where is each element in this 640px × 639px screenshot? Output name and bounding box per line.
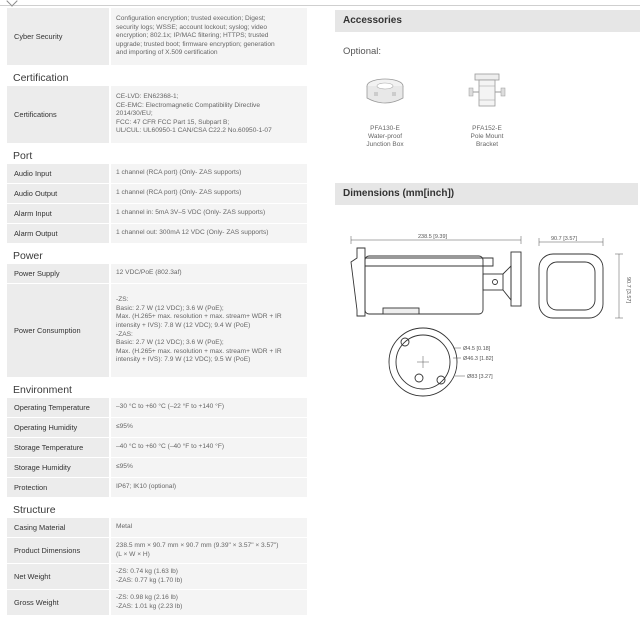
section-title: Power <box>13 250 43 262</box>
spec-label: Power Supply <box>7 264 111 283</box>
spec-value <box>111 590 307 615</box>
spec-value-line: 238.5 mm × 90.7 mm × 90.7 mm (9.39" × 3.57" × 3.57") <box>116 541 279 549</box>
caret-icon <box>6 0 17 7</box>
spec-value-line: 1 channel out: 300mA 12 VDC (Only- ZAS supports) <box>116 229 269 237</box>
spec-value-line: -ZAS: 0.77 kg (1.70 lb) <box>116 576 183 584</box>
spec-row <box>7 224 307 244</box>
spec-label: Alarm Output <box>7 224 111 243</box>
accessory-model: PFA130-E <box>370 125 400 132</box>
spec-value-line: CE-LVD: EN62368-1; <box>116 93 179 101</box>
spec-row <box>7 538 307 564</box>
spec-value-line: Basic: 2.7 W (12 VDC); 3.6 W (PoE); <box>116 339 224 347</box>
spec-value <box>111 538 307 563</box>
spec-row <box>7 458 307 478</box>
spec-label: Net Weight <box>7 564 111 589</box>
accessory-desc: Pole Mount <box>470 133 504 140</box>
spec-row <box>7 564 307 590</box>
spec-row <box>7 284 307 378</box>
dim-height-label: 90.7 [3.57] <box>625 277 631 303</box>
spec-value-line: encryption; 802.1x; IP/MAC filtering; HTTPS; trusted <box>116 32 269 40</box>
spec-value-line: -ZS: 0.74 kg (1.63 lb) <box>116 567 178 575</box>
spec-label: Cyber Security <box>7 8 111 65</box>
spec-value-line: –30 °C to +60 °C (–22 °F to +140 °F) <box>116 403 225 411</box>
spec-value-line: -ZAS: 1.01 kg (2.23 lb) <box>116 602 183 610</box>
spec-value-line: 2014/30/EU; <box>116 110 153 118</box>
section-title: Structure <box>13 504 56 516</box>
accessory-desc: Junction Box <box>366 141 404 148</box>
spec-value <box>111 224 307 243</box>
spec-row <box>7 438 307 458</box>
spec-row <box>7 164 307 184</box>
spec-value <box>111 204 307 223</box>
dim-width-label: 90.7 [3.57] <box>551 236 577 242</box>
spec-value-line: 1 channel in: 5mA 3V–5 VDC (Only- ZAS supports) <box>116 209 266 217</box>
spec-value <box>111 8 307 65</box>
spec-label: Certifications <box>7 86 111 143</box>
spec-value-line: 1 channel (RCA port) (Only- ZAS supports) <box>116 189 242 197</box>
spec-value-line: -ZS: <box>116 296 129 304</box>
spec-value <box>111 86 307 143</box>
spec-label: Storage Humidity <box>7 458 111 477</box>
spec-value-line: 12 VDC/PoE (802.3af) <box>116 269 182 277</box>
spec-row <box>7 264 307 284</box>
spec-value-line: and importing of X.509 certification <box>116 49 218 57</box>
spec-value <box>111 438 307 457</box>
spec-value-line: Configuration encryption; trusted execution; Digest; <box>116 15 266 23</box>
spec-label: Protection <box>7 478 111 497</box>
spec-label: Power Consumption <box>7 284 111 377</box>
dim-hole-label: Ø83 [3.27] <box>467 374 493 380</box>
spec-label: Alarm Input <box>7 204 111 223</box>
spec-value <box>111 398 307 417</box>
accessory-desc: Bracket <box>475 141 499 148</box>
spec-value <box>111 164 307 183</box>
spec-row <box>7 8 307 66</box>
accessories-header: Accessories <box>335 10 640 32</box>
spec-value-line: ≤95% <box>116 463 133 471</box>
section-title: Certification <box>13 72 69 84</box>
spec-label: Operating Temperature <box>7 398 111 417</box>
dim-hole-label: Ø4.5 [0.18] <box>463 346 491 352</box>
junction-box-icon <box>360 72 410 112</box>
spec-row <box>7 204 307 224</box>
spec-value <box>111 458 307 477</box>
spec-row <box>7 184 307 204</box>
spec-label: Casing Material <box>7 518 111 537</box>
spec-value-line: 1 channel (RCA port) (Only- ZAS supports) <box>116 169 242 177</box>
pole-mount-icon <box>467 72 507 112</box>
spec-label: Audio Output <box>7 184 111 203</box>
spec-value <box>111 518 307 537</box>
spec-label: Gross Weight <box>7 590 111 615</box>
right-column <box>335 10 640 380</box>
accessory-model: PFA152-E <box>472 125 502 132</box>
spec-value-line: upgrade; trusted boot; firmware encryption; generation <box>116 40 275 48</box>
spec-value-line: CE-EMC: Electromagnetic Compatibility Directive <box>116 101 261 109</box>
spec-value-line: (L × W × H) <box>116 550 150 558</box>
spec-value-line: Max. (H.265+ max. resolution + max. stream+ WDR + IR <box>116 347 282 355</box>
optional-label: Optional: <box>343 46 382 57</box>
spec-value-line: Basic: 2.7 W (12 VDC); 3.6 W (PoE); <box>116 304 224 312</box>
spec-value-line: Max. (H.265+ max. resolution + max. stream+ WDR + IR <box>116 313 282 321</box>
spec-row <box>7 86 307 144</box>
accessory-pole-mount <box>461 72 513 149</box>
spec-value-line: security logs; WSSE; account lockout; syslog; video <box>116 23 267 31</box>
spec-value-line: ≤95% <box>116 423 133 431</box>
spec-value <box>111 478 307 497</box>
dim-hole-label: Ø46.3 [1.82] <box>463 356 494 362</box>
spec-value <box>111 184 307 203</box>
section-title: Environment <box>13 384 72 396</box>
spec-value <box>111 284 307 377</box>
dimension-drawing <box>343 230 638 405</box>
spec-label: Audio Input <box>7 164 111 183</box>
dim-length-label: 238.5 [9.39] <box>418 234 448 240</box>
spec-label: Operating Humidity <box>7 418 111 437</box>
spec-value-line: IP67; IK10 (optional) <box>116 483 177 491</box>
spec-value-line: intensity + IVS): 7.9 W (12 VDC); 9.5 W (PoE) <box>116 356 251 364</box>
dimensions-header: Dimensions (mm[inch]) <box>335 183 638 205</box>
spec-row <box>7 418 307 438</box>
spec-value-line: -ZAS: <box>116 330 133 338</box>
spec-value-line: –40 °C to +60 °C (–40 °F to +140 °F) <box>116 443 225 451</box>
accessory-desc: Water-proof <box>367 133 403 140</box>
spec-value-line: Metal <box>116 523 133 531</box>
top-rule <box>0 0 640 6</box>
spec-row <box>7 518 307 538</box>
spec-label: Product Dimensions <box>7 538 111 563</box>
spec-value <box>111 418 307 437</box>
spec-value-line: UL/CUL: UL60950-1 CAN/CSA C22.2 No.60950-1-07 <box>116 127 272 135</box>
spec-label: Storage Temperature <box>7 438 111 457</box>
spec-value-line: -ZS: 0.98 kg (2.16 lb) <box>116 593 178 601</box>
section-title: Port <box>13 150 33 162</box>
spec-value-line: FCC: 47 CFR FCC Part 15, Subpart B; <box>116 118 230 126</box>
spec-value <box>111 264 307 283</box>
spec-value-line: intensity + IVS): 7.8 W (12 VDC); 9.4 W (PoE) <box>116 321 251 329</box>
spec-row <box>7 478 307 498</box>
accessory-junction-box <box>357 72 413 149</box>
spec-row <box>7 398 307 418</box>
spec-row <box>7 590 307 616</box>
spec-value <box>111 564 307 589</box>
spec-table <box>7 8 307 616</box>
